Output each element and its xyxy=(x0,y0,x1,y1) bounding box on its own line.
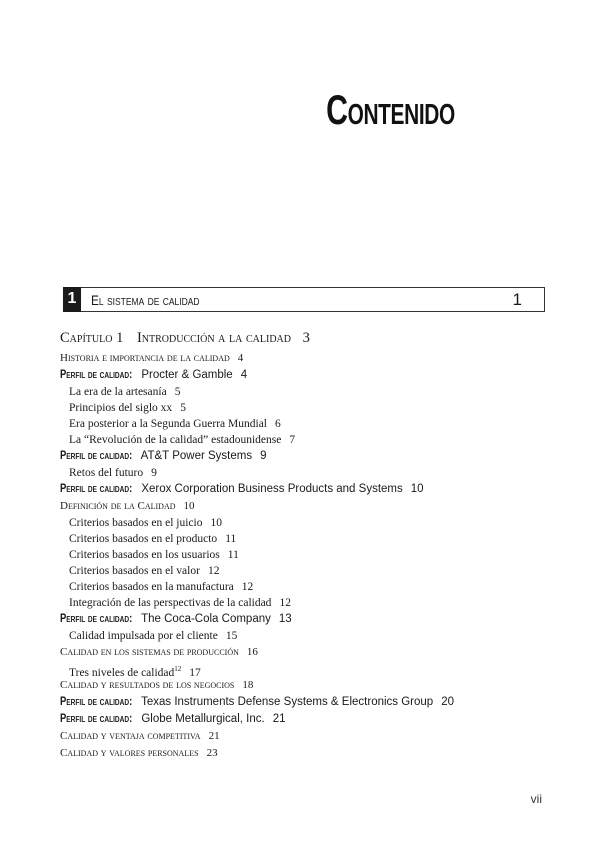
section-entry xyxy=(60,677,560,694)
section-entry xyxy=(60,350,560,367)
profile-entry xyxy=(60,448,560,465)
entry-title: Calidad y ventaja competitiva xyxy=(60,730,201,742)
entry-title: Criterios basados en el producto xyxy=(69,533,218,545)
subsection-entry xyxy=(60,400,560,416)
entry-title: Calidad impulsada por el cliente xyxy=(69,630,218,642)
entry-page: 15 xyxy=(225,630,238,642)
subsection-entry xyxy=(60,515,560,531)
entry-title: Texas Instruments Defense Systems & Electronics Group xyxy=(141,696,434,708)
entry-title: Criterios basados en el juicio xyxy=(69,517,203,529)
toc-entries xyxy=(60,350,560,762)
entry-page: 11 xyxy=(227,549,239,561)
entry-page: 10 xyxy=(183,500,195,512)
entry-title: Retos del futuro xyxy=(69,467,144,479)
profile-entry xyxy=(60,611,560,628)
entry-title: La era de la artesanía xyxy=(69,386,167,398)
subsection-entry xyxy=(60,384,560,400)
entry-page: 20 xyxy=(441,696,454,708)
entry-title: The Coca-Cola Company xyxy=(141,613,271,625)
entry-title: Definición de la Calidad xyxy=(60,500,176,512)
entry-page: 4 xyxy=(240,369,248,381)
entry-title: Integración de las perspectivas de la calidad xyxy=(69,597,272,609)
subsection-entry xyxy=(60,661,560,677)
entry-page: 6 xyxy=(275,418,281,430)
profile-label: Perfil de calidad: xyxy=(60,483,133,495)
subsection-entry xyxy=(60,628,560,644)
section-entry xyxy=(60,644,560,661)
footnote-ref: 12 xyxy=(174,665,182,673)
section-entry xyxy=(60,728,560,745)
entry-page: 7 xyxy=(289,434,296,446)
part-title: El sistema de calidad xyxy=(91,291,200,308)
subsection-entry xyxy=(60,416,560,432)
part-header xyxy=(63,287,545,312)
entry-page: 13 xyxy=(278,613,292,625)
entry-title: Calidad y valores personales xyxy=(60,747,199,759)
entry-title: Criterios basados en los usuarios xyxy=(69,549,220,561)
subsection-entry xyxy=(60,531,560,547)
entry-page: 5 xyxy=(174,386,181,398)
part-page: 1 xyxy=(512,290,522,309)
part-number: 1 xyxy=(63,287,81,312)
section-entry xyxy=(60,498,560,515)
entry-title: Criterios basados en la manufactura xyxy=(69,581,234,593)
entry-page: 12 xyxy=(279,597,291,609)
subsection-entry xyxy=(60,595,560,611)
section-entry xyxy=(60,745,560,762)
subsection-entry xyxy=(60,465,560,481)
entry-page: 4 xyxy=(237,352,244,364)
subsection-entry xyxy=(60,563,560,579)
entry-page: 21 xyxy=(272,713,286,725)
profile-entry xyxy=(60,367,560,384)
profile-entry xyxy=(60,711,560,728)
entry-page: 12 xyxy=(207,565,220,577)
entry-page: 21 xyxy=(208,730,220,742)
chapter-page: 3 xyxy=(302,330,310,346)
entry-title: La “Revolución de la calidad” estadounidense xyxy=(69,434,282,446)
entry-title: Principios del siglo xx xyxy=(69,402,173,414)
table-of-contents xyxy=(60,328,560,762)
entry-title: AT&T Power Systems xyxy=(140,450,253,462)
entry-page: 10 xyxy=(210,517,222,529)
subsection-entry xyxy=(60,432,560,448)
chapter-title: Introducción a la calidad xyxy=(136,330,291,346)
entry-title: Era posterior a la Segunda Guerra Mundial xyxy=(69,418,267,430)
entry-page: 16 xyxy=(246,646,258,658)
profile-entry xyxy=(60,481,560,498)
profile-label: Perfil de calidad: xyxy=(60,713,133,725)
entry-page: 5 xyxy=(180,402,186,414)
subsection-entry xyxy=(60,547,560,563)
profile-label: Perfil de calidad: xyxy=(60,613,133,625)
chapter-entry xyxy=(60,328,560,348)
entry-title: Historia e importancia de la calidad xyxy=(60,352,230,364)
entry-page: 23 xyxy=(206,747,218,759)
entry-page: 11 xyxy=(225,533,237,545)
entry-title: Calidad y resultados de los negocios xyxy=(60,679,235,691)
chapter-label: Capítulo 1 xyxy=(60,330,124,346)
entry-page: 18 xyxy=(242,679,254,691)
profile-label: Perfil de calidad: xyxy=(60,696,133,708)
entry-title: Xerox Corporation Business Products and Systems xyxy=(141,483,403,495)
entry-title: Criterios basados en el valor xyxy=(69,565,200,577)
entry-title: Procter & Gamble xyxy=(141,369,233,381)
subsection-entry xyxy=(60,579,560,595)
entry-page: 9 xyxy=(151,467,157,479)
page-number: vii xyxy=(530,792,542,806)
entry-page: 9 xyxy=(260,450,267,462)
entry-page: 17 xyxy=(189,666,201,679)
entry-title: Globe Metallurgical, Inc. xyxy=(141,713,265,725)
profile-label: Perfil de calidad: xyxy=(60,369,133,381)
profile-label: Perfil de calidad: xyxy=(60,450,133,462)
entry-title: Tres niveles de calidad xyxy=(69,666,175,679)
profile-entry xyxy=(60,694,560,711)
page-title: Contenido xyxy=(326,86,455,133)
entry-page: 10 xyxy=(410,483,424,495)
entry-page: 12 xyxy=(241,581,254,593)
entry-title: Calidad en los sistemas de producción xyxy=(60,646,239,658)
